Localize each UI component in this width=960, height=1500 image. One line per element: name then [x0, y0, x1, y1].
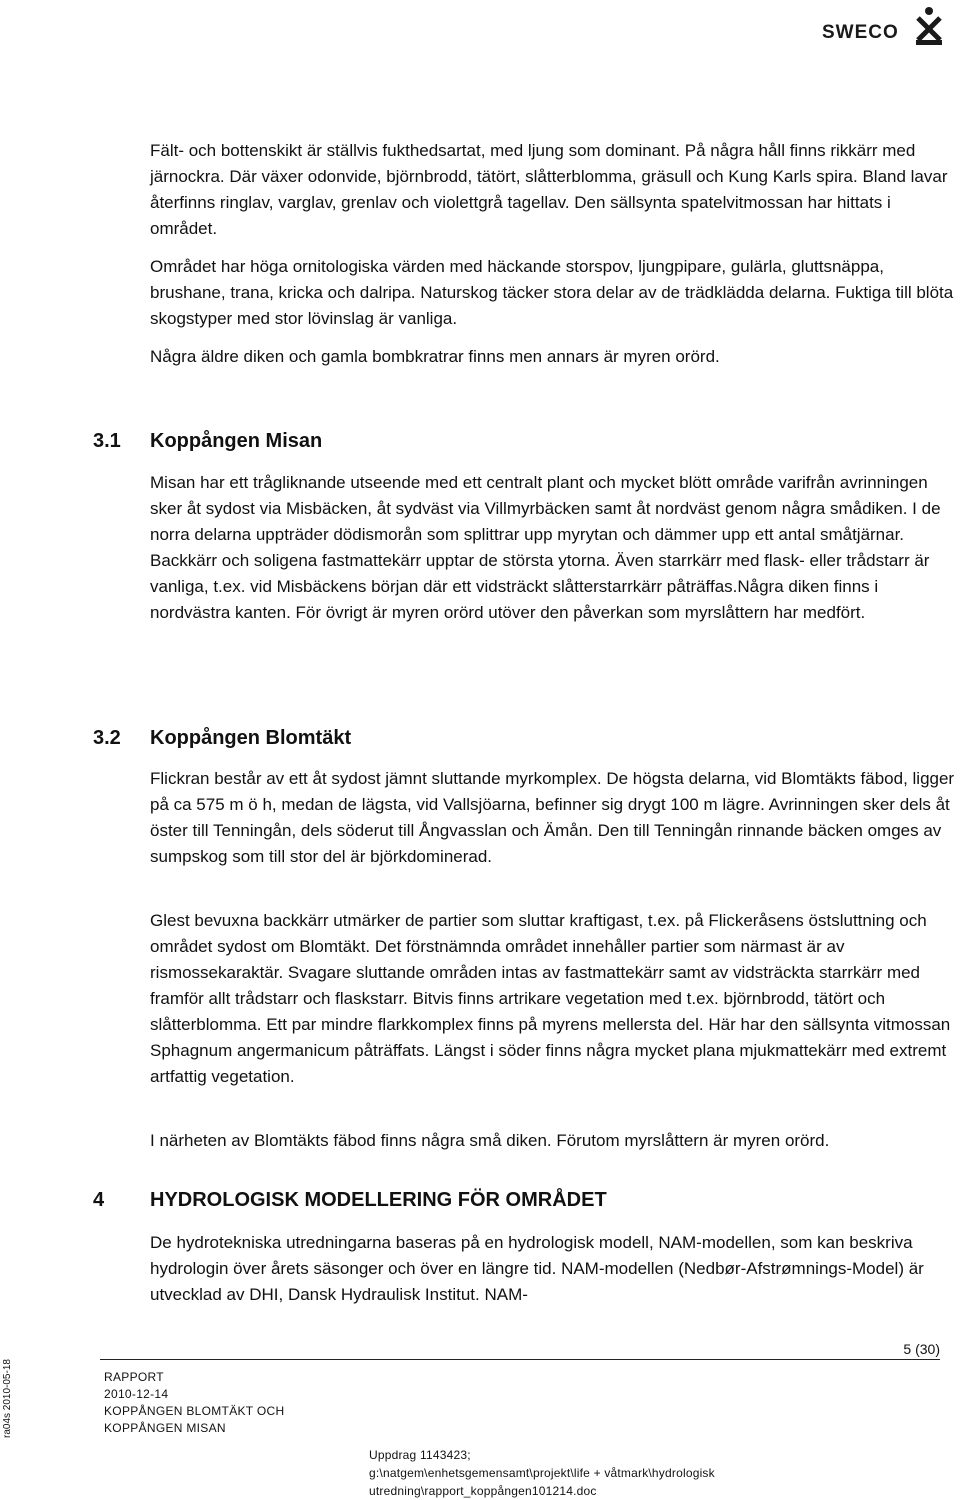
section-number: 3.1 [93, 430, 121, 452]
sweco-logo [822, 6, 947, 46]
section-title: Koppången Blomtäkt [150, 727, 352, 749]
section-title: Koppången Misan [150, 430, 323, 452]
footer-doc-type: RAPPORT [104, 1370, 164, 1384]
intro-paragraph-3: Några äldre diken och gamla bombkratrar finns men annars är myren orörd. [150, 347, 720, 366]
sweco-symbol-icon [914, 6, 944, 46]
section-title: HYDROLOGISK MODELLERING FÖR OMRÅDET [150, 1189, 607, 1211]
section-4-paragraph: De hydrotekniska utredningarna baseras på en hydrologisk modell, NAM-modellen, som kan beskriva hydrologin över årets säsonger och över en längre tid. NAM-modellen (Nedbør-Afstrømnings-Model) är utvecklad av DHI, Dansk Hydraulisk Institut. NAM- [150, 1233, 924, 1304]
footer-divider [100, 1359, 940, 1360]
section-3-1-paragraph: Misan har ett trågliknande utseende med ett centralt plant och mycket blött område varifrån avrinningen sker åt sydost via Misbäcken, åt sydväst via Villmyrbäcken samt åt nordväst genom några smådiken. I de norra delarna uppträder dödismorån som splittrar upp myrytan och dämmer upp ett antal småtjärnar. Backkärr och soligena fastmattekärr upptar de största ytorna. Även starrkärr med flask- eller trådstarr är vanliga, t.ex. vid Misbäckens början där ett vidsträckt slåtterstarrkärr påträffas.Några diken finns i nordvästra kanten. För övrigt är myren orörd utöver den påverkan som myrslåttern har medfört. [150, 473, 941, 622]
section-3-2-paragraph-1: Flickran består av ett åt sydost jämnt sluttande myrkomplex. De högsta delarna, vid Blomtäkts fäbod, ligger på ca 575 m ö h, medan de lägsta, vid Vallsjöarna, befinner sig drygt 100 m lägre. Avrinningen sker dels åt öster till Tenningån, dels söderut till Ångvasslan och Ämån. Den till Tenningån rinnande bäcken omges av sumpskog som till stor del är björkdominerad. [150, 769, 955, 866]
template-id-vertical: ra04s 2010-05-18 [2, 1359, 13, 1438]
footer-date: 2010-12-14 [104, 1387, 169, 1401]
section-3-2-paragraph-3: I närheten av Blomtäkts fäbod finns några små diken. Förutom myrslåttern är myren orörd. [150, 1131, 830, 1150]
logo-wordmark: SWECO [822, 22, 899, 43]
footer-title-line-2: KOPPÅNGEN MISAN [104, 1421, 226, 1435]
footer-path-line-2: utredning\rapport_koppången101214.doc [369, 1484, 597, 1498]
section-number: 3.2 [93, 727, 121, 749]
intro-paragraph-2: Området har höga ornitologiska värden med häckande storspov, ljungpipare, gulärla, gluttsnäppa, brushane, trana, kricka och dalripa. Naturskog täcker stora delar av de trädklädda delarna. Fuktiga till blöta skogstyper med stor lövinslag är vanliga. [150, 257, 954, 328]
footer-path-line-1: g:\natgem\enhetsgemensamt\projekt\life + våtmark\hydrologisk [369, 1466, 715, 1480]
footer-document-info [104, 1369, 284, 1437]
footer-assignment: Uppdrag 1143423; [369, 1448, 471, 1462]
intro-paragraph-1: Fält- och bottenskikt är ställvis fukthedsartat, med ljung som dominant. På några håll finns rikkärr med järnockra. Där växer odonvide, björnbrodd, tätört, slåtterblomma, gräsull och Kung Karls spira. Bland lavar återfinns ringlav, varglav, grenlav och violettgrå tagellav. Den sällsynta spatelvitmossan har hittats i området. [150, 141, 948, 238]
footer-assignment-info [369, 1446, 715, 1500]
section-3-2-paragraph-2: Glest bevuxna backkärr utmärker de partier som sluttar kraftigast, t.ex. på Flickeråsens östsluttning och området sydost om Blomtäkt. Det förstnämnda området innehåller partier som närmast är av rismossekaraktär. Svagare sluttande områden intas av fastmattekärr samt av vidsträckta starrkärr med framför allt trådstarr och flaskstarr. Bitvis finns artrikare vegetation med t.ex. björnbrodd, tätört och slåtterblomma. Ett par mindre flarkkomplex finns på myrens mellersta del. Här har den sällsynta vitmossan Sphagnum angermanicum påträffats. Längst i söder finns några mycket plana mjukmattekärr med extremt artfattig vegetation. [150, 911, 951, 1086]
page-number: 5 (30) [903, 1341, 940, 1357]
section-number: 4 [93, 1189, 105, 1211]
footer-title-line-1: KOPPÅNGEN BLOMTÄKT OCH [104, 1404, 285, 1418]
